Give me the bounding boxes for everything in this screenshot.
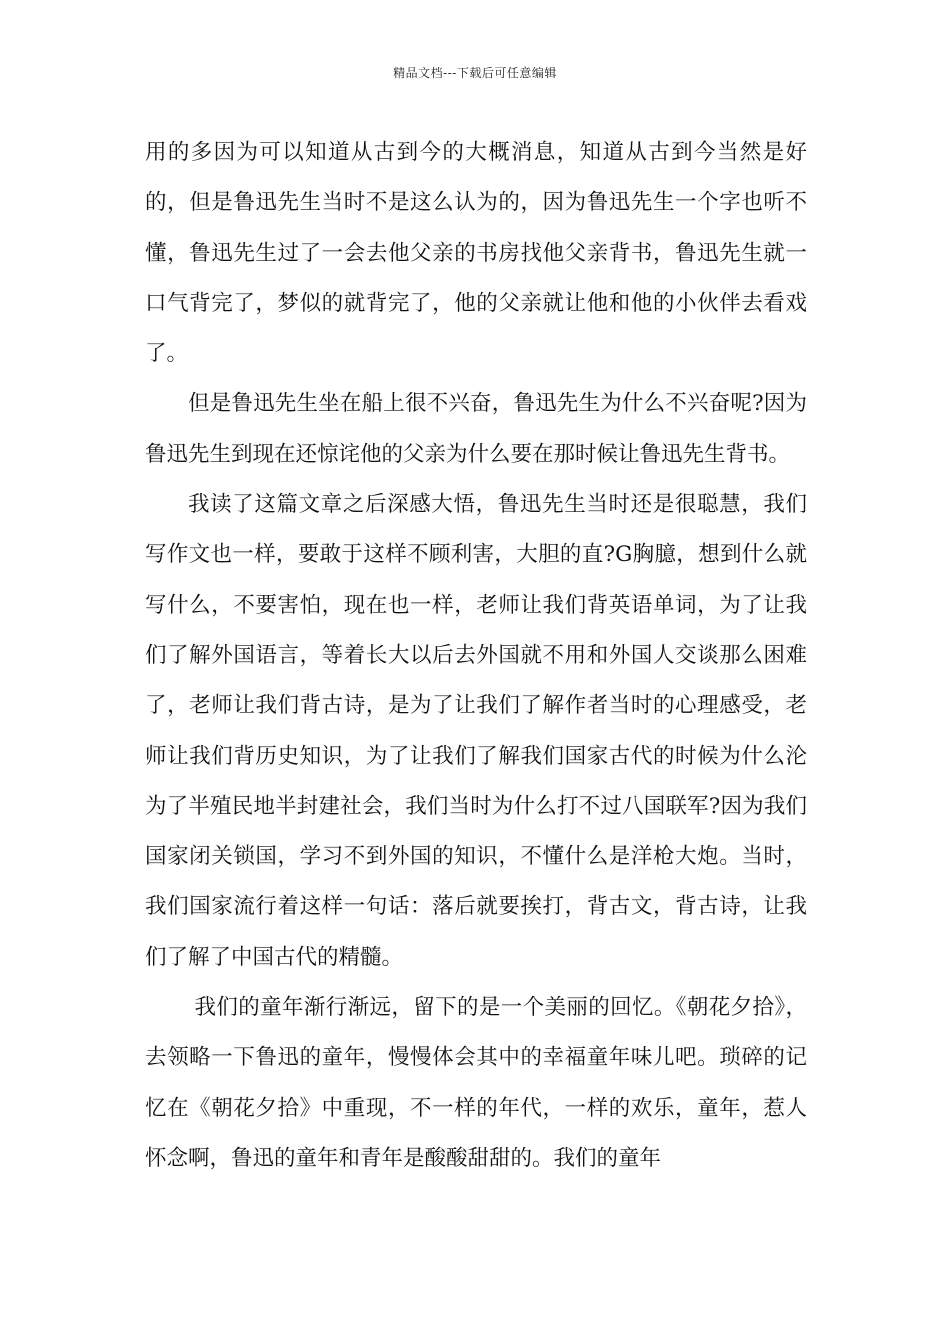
paragraph-2: 但是鲁迅先生坐在船上很不兴奋，鲁迅先生为什么不兴奋呢?因为鲁迅先生到现在还惊诧他的父亲为什么要在那时候让鲁迅先生背书。 — [145, 391, 807, 467]
paragraph-3: 我读了这篇文章之后深感大悟，鲁迅先生当时还是很聪慧，我们写作文也一样，要敢于这样不顾利害，大胆的直?G胸臆，想到什么就写什么，不要害怕，现在也一样，老师让我们背英语单词，为了让我们了解外国语言，等着长大以后去外国就不用和外国人交谈那么困难了，老师让我们背古诗，是为了让我们了解作者当时的心理感受，老师让我们背历史知识，为了让我们了解我们国家古代的时候为什么沦为了半殖民地半封建社会，我们当时为什么打不过八国联军?因为我们国家闭关锁国，学习不到外国的知识，不懂什么是洋枪大炮。当时，我们国家流行着这样一句话：落后就要挨打，背古文，背古诗，让我们了解了中国古代的精髓。 — [145, 492, 807, 970]
page-header: 精品文档---下载后可任意编辑 — [393, 66, 557, 80]
paragraph-1: 用的多因为可以知道从古到今的大概消息，知道从古到今当然是好的，但是鲁迅先生当时不是这么认为的，因为鲁迅先生一个字也听不懂，鲁迅先生过了一会去他父亲的书房找他父亲背书，鲁迅先生就一口气背完了，梦似的就背完了，他的父亲就让他和他的小伙伴去看戏了。 — [145, 140, 807, 367]
document-body — [145, 128, 807, 1184]
paragraph-4: 我们的童年渐行渐远，留下的是一个美丽的回忆。《朝花夕拾》，去领略一下鲁迅的童年，慢慢体会其中的幸福童年味儿吧。琐碎的记忆在《朝花夕拾》中重现，不一样的年代，一样的欢乐，童年，惹人怀念啊，鲁迅的童年和青年是酸酸甜甜的。我们的童年 — [145, 995, 807, 1171]
